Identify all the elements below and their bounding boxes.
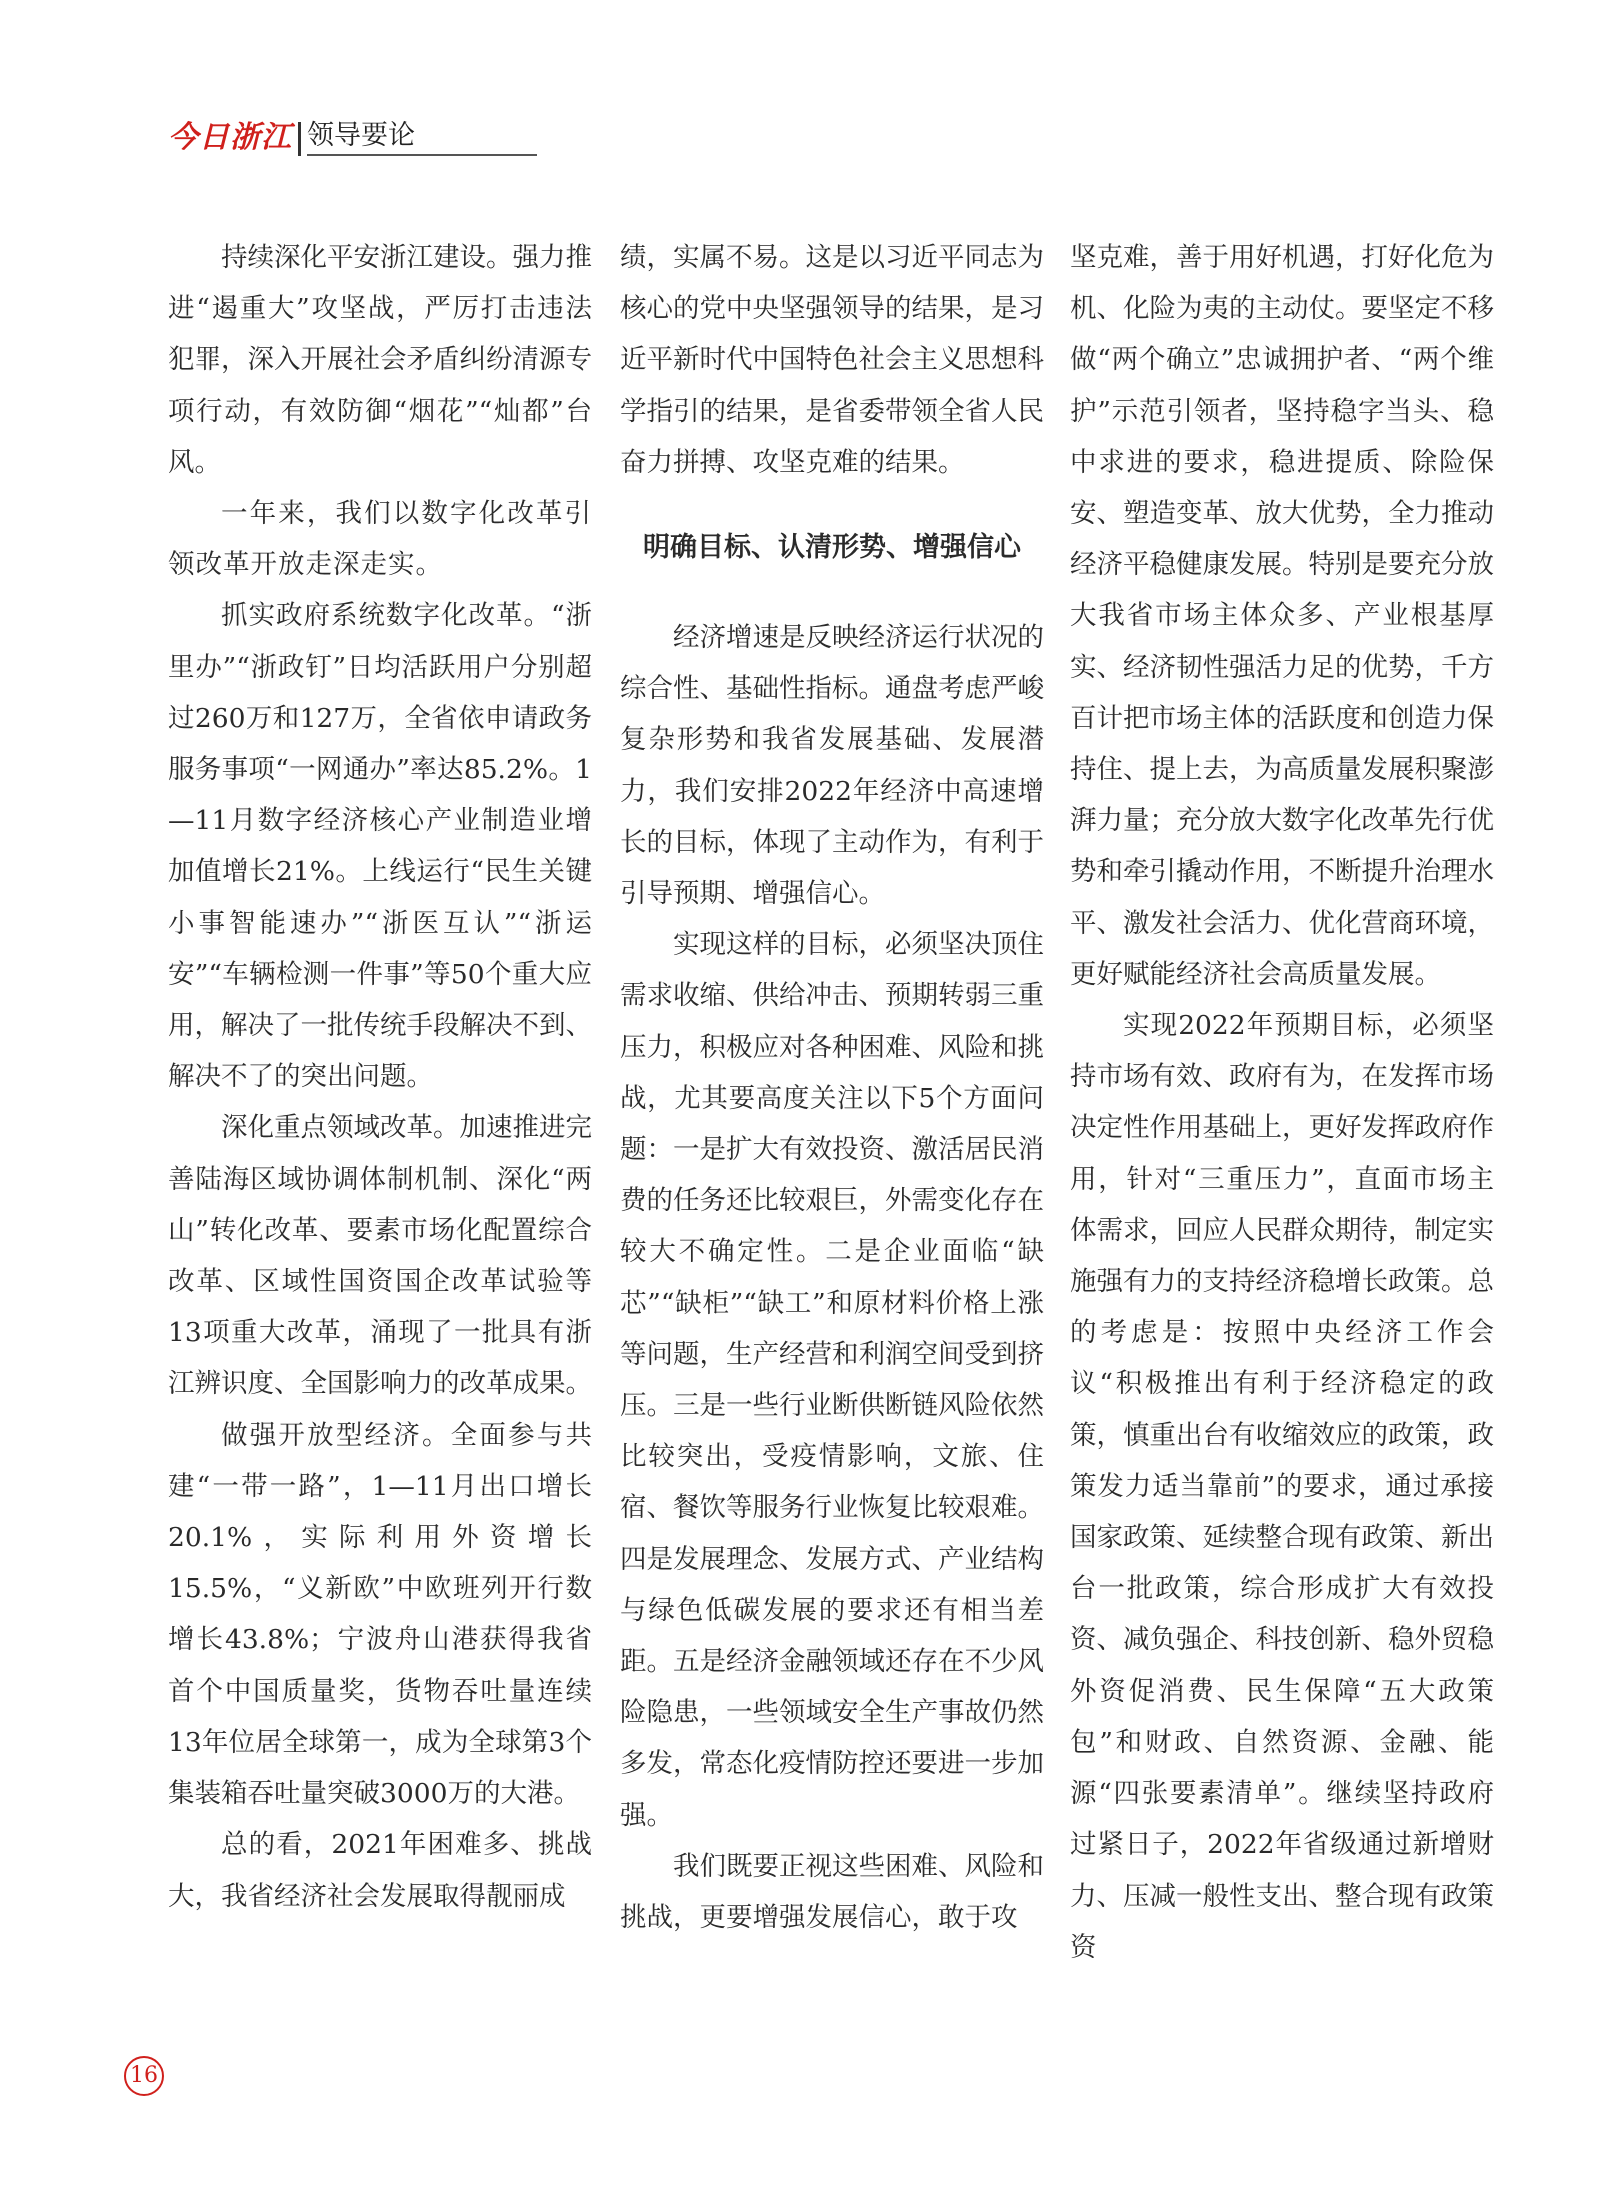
- page-header: [168, 118, 537, 156]
- paragraph: 经济增速是反映经济运行状况的综合性、基础性指标。通盘考虑严峻复杂形势和我省发展基础、发展潜力，我们安排2022年经济中高速增长的目标，体现了主动作为，有利于引导预期、增强信心。: [620, 622, 1044, 910]
- magazine-logo: 今日浙江: [168, 120, 292, 155]
- paragraph: 总的看，2021年困难多、挑战大，我省经济社会发展取得靓丽成: [168, 1829, 592, 1912]
- lead-paragraph: 一年来，我们以数字化改革引领改革开放走深走实。: [168, 498, 592, 581]
- paragraph: 我们既要正视这些困难、风险和挑战，更要增强发展信心，敢于攻: [620, 1850, 1044, 1934]
- paragraph: 做强开放型经济。全面参与共建“一带一路”，1—11月出口增长20.1%，实际利用外资增长15.5%，“义新欧”中欧班列开行数增长43.8%；宁波舟山港获得我省首个中国质量奖，货物吞吐量连续13年位居全球第一，成为全球第3个集装箱吞吐量突破3000万的大港。: [168, 1419, 592, 1810]
- paragraph: 持续深化平安浙江建设。强力推进“遏重大”攻坚战，严厉打击违法犯罪，深入开展社会矛盾纠纷清源专项行动，有效防御“烟花”“灿都”台风。: [168, 242, 592, 478]
- paragraph: 绩，实属不易。这是以习近平同志为核心的党中央坚强领导的结果，是习近平新时代中国特色社会主义思想科学指引的结果，是省委带领全省人民奋力拼搏、攻坚克难的结果。: [620, 242, 1044, 478]
- text-column-3: [1070, 232, 1494, 1973]
- text-column-2: [620, 232, 1044, 1943]
- paragraph: 深化重点领域改革。加速推进完善陆海区域协调体制机制、深化“两山”转化改革、要素市场化配置综合改革、区域性国资国企改革试验等13项重大改革，涌现了一批具有浙江辨识度、全国影响力的改革成果。: [168, 1112, 592, 1400]
- section-title: 领导要论: [307, 118, 537, 156]
- subheading: 明确目标、认清形势、增强信心: [643, 532, 1021, 564]
- paragraph: 抓实政府系统数字化改革。“浙里办”“浙政钉”日均活跃用户分别超过260万和127万，全省依申请政务服务事项“一网通办”率达85.2%。1—11月数字经济核心产业制造业增加值增长21%。上线运行“民生关键小事智能速办”“浙医互认”“浙运安”“车辆检测一件事”等50个重大应用，解决了一批传统手段解决不到、解决不了的突出问题。: [168, 600, 592, 1093]
- page-number: 16: [124, 2056, 164, 2096]
- paragraph: 坚克难，善于用好机遇，打好化危为机、化险为夷的主动仗。要坚定不移做“两个确立”忠诚拥护者、“两个维护”示范引领者，坚持稳字当头、稳中求进的要求，稳进提质、除险保安、塑造变革、放大优势，全力推动经济平稳健康发展。特别是要充分放大我省市场主体众多、产业根基厚实、经济韧性强活力足的优势，千方百计把市场主体的活跃度和创造力保持住、提上去，为高质量发展积聚澎湃力量；充分放大数字化改革先行优势和牵引撬动作用，不断提升治理水平、激发社会活力、优化营商环境，更好赋能经济社会高质量发展。: [1070, 242, 1494, 990]
- text-column-1: [168, 232, 592, 1922]
- paragraph: 实现这样的目标，必须坚决顶住需求收缩、供给冲击、预期转弱三重压力，积极应对各种困难、风险和挑战，尤其要高度关注以下5个方面问题：一是扩大有效投资、激活居民消费的任务还比较艰巨，外需变化存在较大不确定性。二是企业面临“缺芯”“缺柜”“缺工”和原材料价格上涨等问题，生产经营和利润空间受到挤压。三是一些行业断供断链风险依然比较突出，受疫情影响，文旅、住宿、餐饮等服务行业恢复比较艰难。四是发展理念、发展方式、产业结构与绿色低碳发展的要求还有相当差距。五是经济金融领域还存在不少风险隐患，一些领域安全生产事故仍然多发，常态化疫情防控还要进一步加强。: [620, 929, 1044, 1831]
- paragraph: 实现2022年预期目标，必须坚持市场有效、政府有为，在发挥市场决定性作用基础上，更好发挥政府作用，针对“三重压力”，直面市场主体需求，回应人民群众期待，制定实施强有力的支持经济稳增长政策。总的考虑是：按照中央经济工作会议“积极推出有利于经济稳定的政策，慎重出台有收缩效应的政策，政策发力适当靠前”的要求，通过承接国家政策、延续整合现有政策、新出台一批政策，综合形成扩大有效投资、减负强企、科技创新、稳外贸稳外资促消费、民生保障“五大政策包”和财政、自然资源、金融、能源“四张要素清单”。继续坚持政府过紧日子，2022年省级通过新增财力、压减一般性支出、整合现有政策资: [1070, 1010, 1494, 1963]
- header-divider: [298, 122, 301, 156]
